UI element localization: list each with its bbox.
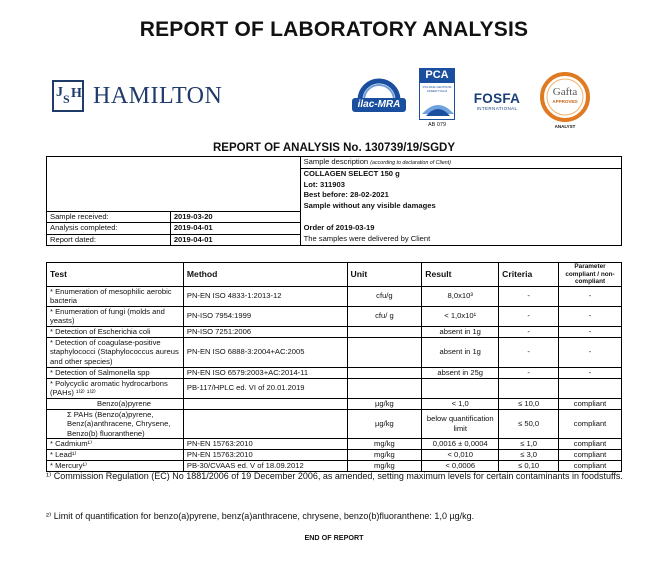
cell-compliance: compliant [559, 409, 622, 439]
cell-criteria: ≤ 50,0 [499, 409, 559, 439]
column-header-unit: Unit [347, 263, 422, 287]
cell-result: < 1,0x10¹ [422, 306, 499, 326]
sample-description-note: (according to declaration of Client) [370, 160, 451, 166]
column-header-compliance: Parameter compliant / non-compliant [559, 263, 622, 287]
hamilton-logo [52, 80, 222, 112]
table-header-row [47, 263, 622, 287]
sample-info-table [46, 156, 622, 246]
delivery-note: The samples were delivered by Client [300, 234, 621, 246]
cell-criteria: - [499, 337, 559, 367]
table-row [47, 378, 622, 398]
date-label: Sample received: [47, 211, 171, 223]
cell-test: * Detection of Salmonella spp [47, 367, 184, 378]
cell-method: PN-ISO 7954:1999 [183, 306, 347, 326]
cell-criteria: - [499, 326, 559, 337]
column-header-result: Result [422, 263, 499, 287]
cell-test: Σ PAHs (Benzo(a)pyrene, Benz(a)anthracene, Chrysene, Benzo(b) fluoranthene) [47, 409, 184, 439]
column-header-test: Test [47, 263, 184, 287]
fosfa-logo: FOSFA INTERNATIONAL [473, 91, 521, 111]
cell-unit: mg/kg [347, 439, 422, 450]
sample-description-label: Sample description [303, 157, 369, 166]
cell-criteria: - [499, 367, 559, 378]
cell-unit [347, 337, 422, 367]
cell-result: below quantification limit [422, 409, 499, 439]
cell-test: Benzo(a)pyrene [47, 398, 184, 409]
cell-result: absent in 1g [422, 326, 499, 337]
cell-compliance: compliant [559, 450, 622, 461]
table-row [47, 398, 622, 409]
cell-method [183, 398, 347, 409]
cell-method: PB-30/CVAAS ed. V of 18.09.2012 [183, 461, 347, 472]
cell-unit [347, 367, 422, 378]
cell-compliance: - [559, 286, 622, 306]
cell-result: < 0,010 [422, 450, 499, 461]
cell-criteria: ≤ 3,0 [499, 450, 559, 461]
table-row [47, 286, 622, 306]
cell-method: PN-EN ISO 4833-1:2013-12 [183, 286, 347, 306]
table-row [47, 337, 622, 367]
cell-method: PN-EN 15763:2010 [183, 450, 347, 461]
ilac-mra-logo: ilac-MRA [350, 74, 408, 131]
cell-result: 0,0016 ± 0,0004 [422, 439, 499, 450]
cell-criteria [499, 378, 559, 398]
table-row [47, 450, 622, 461]
cell-criteria: ≤ 10,0 [499, 398, 559, 409]
cell-method: PN-EN 15763:2010 [183, 439, 347, 450]
table-row [47, 326, 622, 337]
cell-result: < 1,0 [422, 398, 499, 409]
cell-method [183, 409, 347, 439]
cell-test: * Lead¹⁾ [47, 450, 184, 461]
cell-unit: mg/kg [347, 450, 422, 461]
cell-test: * Detection of coagulase-positive staphylococci (Staphylococcus aureus and other species) [47, 337, 184, 367]
pca-accreditation-logo: PCA POLSKIE CENTRUM AKREDYTACJI AB 079 [419, 68, 455, 128]
cell-result [422, 378, 499, 398]
sample-condition: Sample without any visible damages [300, 201, 621, 212]
hamilton-name: HAMILTON [93, 82, 223, 109]
gafta-logo: Gafta APPROVED [540, 72, 590, 122]
cell-test: * Cadmium¹⁾ [47, 439, 184, 450]
cell-compliance: - [559, 367, 622, 378]
table-row [47, 439, 622, 450]
column-header-criteria: Criteria [499, 263, 559, 287]
cell-method: PN-EN ISO 6579:2003+AC:2014-11 [183, 367, 347, 378]
cell-result: absent in 25g [422, 367, 499, 378]
cell-unit [347, 326, 422, 337]
sample-product: COLLAGEN SELECT 150 g [300, 169, 621, 180]
table-row [47, 367, 622, 378]
cell-result: < 0,0006 [422, 461, 499, 472]
cell-result: absent in 1g [422, 337, 499, 367]
cell-compliance: compliant [559, 398, 622, 409]
order-date: Order of 2019-03-19 [300, 223, 621, 235]
table-row [47, 306, 622, 326]
cell-unit: µg/kg [347, 409, 422, 439]
end-of-report: END OF REPORT [304, 533, 364, 542]
cell-test: * Enumeration of fungi (molds and yeasts) [47, 306, 184, 326]
gafta-caption: ANALYST [554, 124, 576, 129]
cell-test: * Detection of Escherichia coli [47, 326, 184, 337]
cell-compliance: compliant [559, 461, 622, 472]
report-number: REPORT OF ANALYSIS No. 130739/19/SGDY [212, 142, 455, 154]
cell-unit: µg/kg [347, 398, 422, 409]
cell-compliance: - [559, 337, 622, 367]
date-value: 2019-04-01 [170, 234, 300, 246]
date-value: 2019-04-01 [170, 223, 300, 235]
sample-lot: Lot: 311903 [300, 180, 621, 191]
cell-method: PN-ISO 7251:2006 [183, 326, 347, 337]
cell-criteria: ≤ 1,0 [499, 439, 559, 450]
date-label: Analysis completed: [47, 223, 171, 235]
date-label: Report dated: [47, 234, 171, 246]
date-value: 2019-03-20 [170, 211, 300, 223]
cell-unit: cfu/g [347, 286, 422, 306]
column-header-method: Method [183, 263, 347, 287]
cell-compliance: - [559, 326, 622, 337]
cell-method: PB-117/HPLC ed. VI of 20.01.2019 [183, 378, 347, 398]
cell-unit [347, 378, 422, 398]
cell-result: 8,0x10³ [422, 286, 499, 306]
results-table [46, 262, 622, 472]
pca-code: AB 079 [427, 122, 447, 128]
sample-best-before: Best before: 28-02-2021 [300, 190, 621, 201]
footnote-2: ²⁾ Limit of quantification for benzo(a)pyrene, benz(a)anthracene, chrysene, benzo(b)fluoranthene: 1,0 µg/kg. [46, 511, 475, 521]
cell-test: * Mercury¹⁾ [47, 461, 184, 472]
cell-test: * Enumeration of mesophilic aerobic bacteria [47, 286, 184, 306]
page-title: REPORT OF LABORATORY ANALYSIS [139, 18, 529, 41]
cell-unit: mg/kg [347, 461, 422, 472]
cell-criteria: - [499, 286, 559, 306]
cell-method: PN-EN ISO 6888-3:2004+AC:2005 [183, 337, 347, 367]
cell-compliance: - [559, 306, 622, 326]
cell-unit: cfu/ g [347, 306, 422, 326]
cell-compliance [559, 378, 622, 398]
cell-criteria: ≤ 0,10 [499, 461, 559, 472]
cell-compliance: compliant [559, 439, 622, 450]
table-row [47, 409, 622, 439]
cell-criteria: - [499, 306, 559, 326]
footnote-1: ¹⁾ Commission Regulation (EC) No 1881/2006 of 19 December 2006, as amended, setting maximum levels for certain contaminants in foodstuffs. [46, 471, 623, 481]
cell-test: * Polycyclic aromatic hydrocarbons (PAHs) ¹⁾²⁾ ¹⁾²⁾ [47, 378, 184, 398]
hamilton-monogram-icon: J S H [52, 80, 84, 112]
